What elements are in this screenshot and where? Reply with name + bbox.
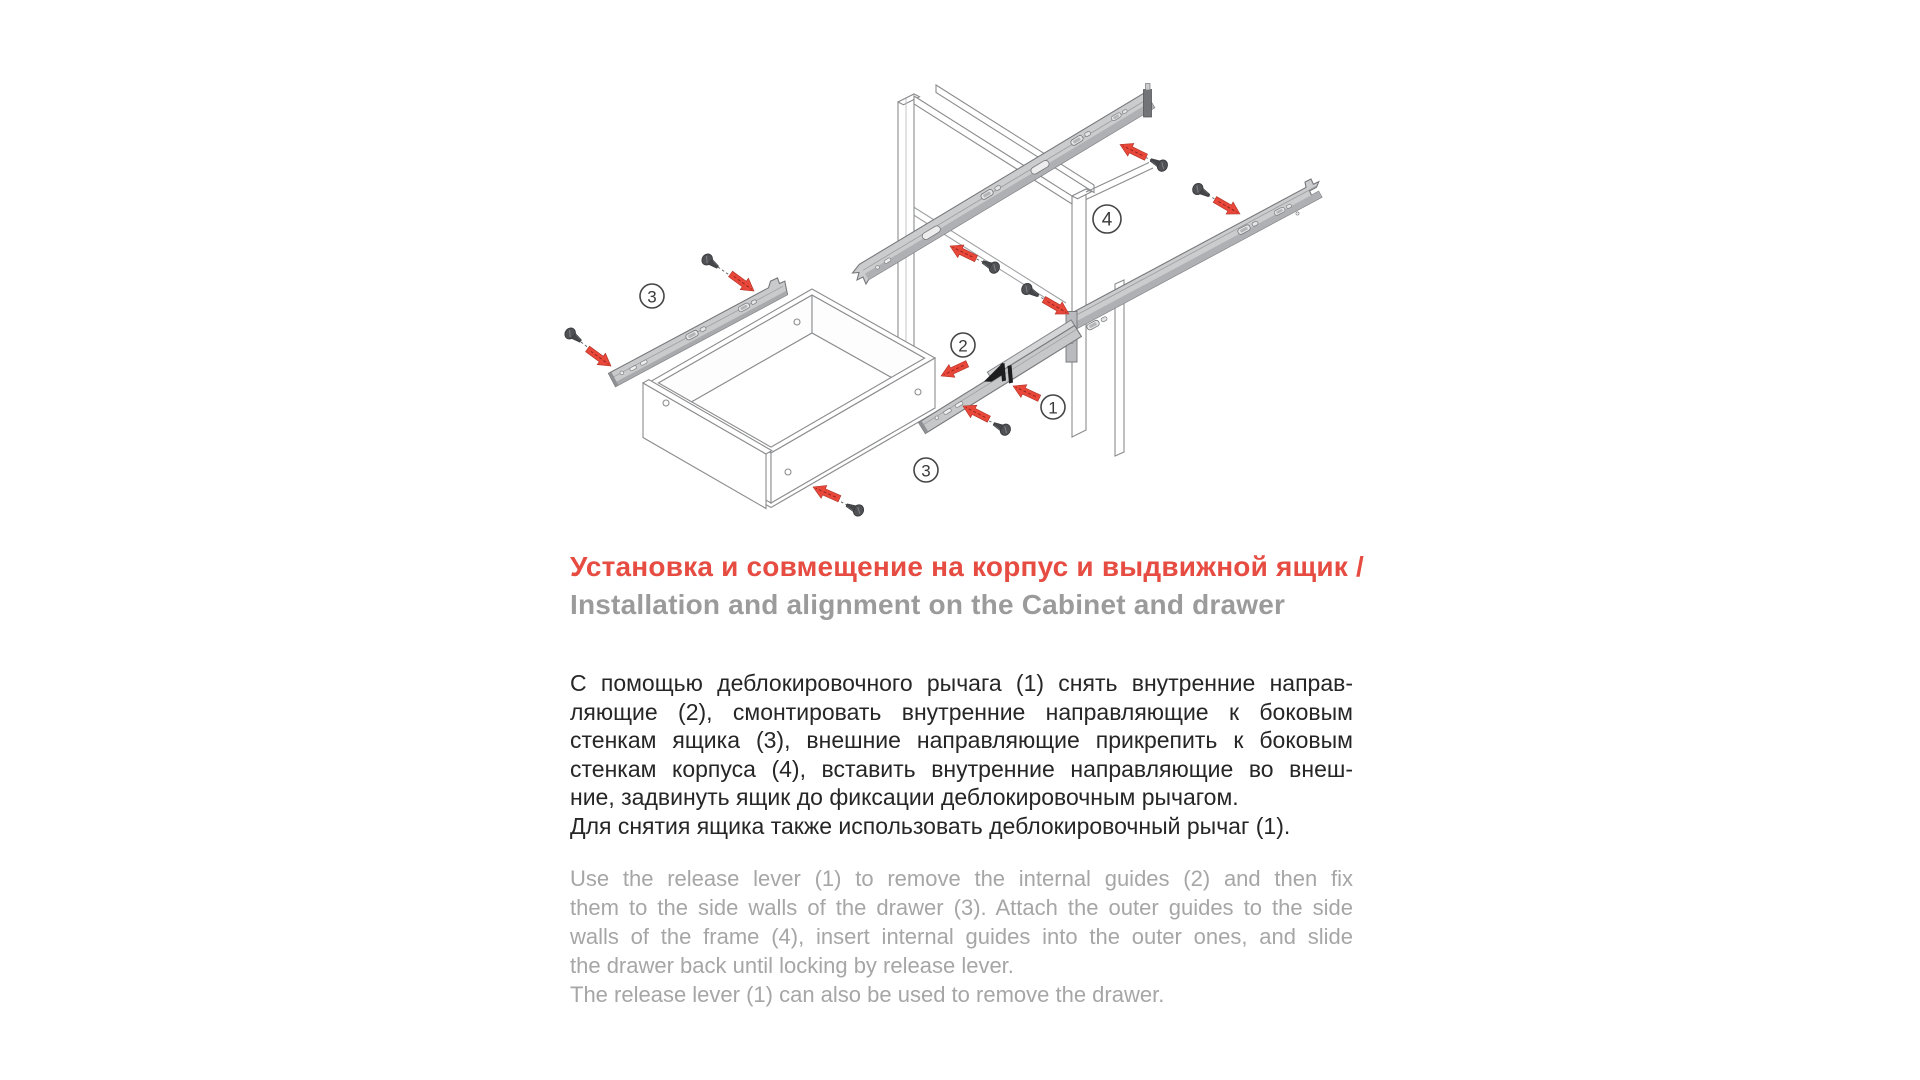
text-line: them to the side walls of the drawer (3). Attach the outer guides to the side (570, 895, 1353, 920)
arrow-icon (1211, 193, 1243, 220)
screw (844, 500, 865, 518)
assembly-diagram (540, 40, 1370, 540)
section-title-english: Installation and alignment on the Cabinet and drawer (570, 589, 1286, 620)
callout-1 (1041, 395, 1065, 419)
screw (991, 419, 1012, 438)
callout-3-bottom (914, 458, 938, 482)
screw (1191, 181, 1212, 200)
svg-text:2: 2 (958, 336, 968, 356)
arrow-icon (1117, 138, 1149, 163)
text-line: Use the release lever (1) to remove the internal guides (2) and then fix (570, 866, 1353, 891)
screw (700, 252, 721, 272)
rail-end-bracket (1144, 90, 1152, 118)
screw (563, 326, 584, 346)
arrow-icon (810, 481, 842, 506)
text-line: стенкам ящика (3), внешние направляющие прикрепить к боковым (570, 727, 1353, 754)
cabinet-frame (898, 85, 1153, 456)
arrow-icon (1010, 380, 1042, 405)
callout-4 (1093, 205, 1121, 233)
arrow-icon (947, 240, 979, 265)
svg-text:3: 3 (921, 461, 931, 481)
svg-text:4: 4 (1101, 209, 1113, 231)
frame-right-panel-edge (1086, 168, 1153, 200)
frame-right-panel-edge (1086, 163, 1149, 193)
text-line: С помощью деблокировочного рычага (1) снять внутренние направ- (570, 670, 1353, 696)
text-line: the drawer back until locking by release lever. (570, 953, 1014, 978)
instructions-russian (570, 669, 1353, 841)
text-line: ляющие (2), смонтировать внутренние направляющие к боковым (570, 698, 1353, 725)
callout-3-left (640, 284, 664, 308)
callout-2 (951, 333, 975, 357)
screw (1148, 155, 1169, 173)
section-title-russian: Установка и совмещение на корпус и выдвижной ящик / (570, 551, 1364, 582)
instructions-english (570, 864, 1353, 1009)
text-line: The release lever (1) can also be used to remove the drawer. (570, 982, 1165, 1007)
arrow-icon (938, 357, 970, 382)
text-line: walls of the frame (4), insert internal guides into the outer ones, and slide (570, 924, 1353, 949)
arrow-icon (726, 268, 758, 296)
svg-text:3: 3 (647, 287, 657, 307)
text-line: стенкам корпуса (4), вставить внутренние направляющие во внеш- (570, 755, 1353, 782)
text-line: Для снятия ящика также использовать деблокировочный рычаг (1). (570, 812, 1291, 839)
drawer-box (643, 289, 935, 509)
arrow-icon (583, 343, 615, 371)
text-line: ние, задвинуть ящик до фиксации деблокировочным рычагом. (570, 784, 1239, 811)
svg-text:1: 1 (1048, 398, 1058, 418)
